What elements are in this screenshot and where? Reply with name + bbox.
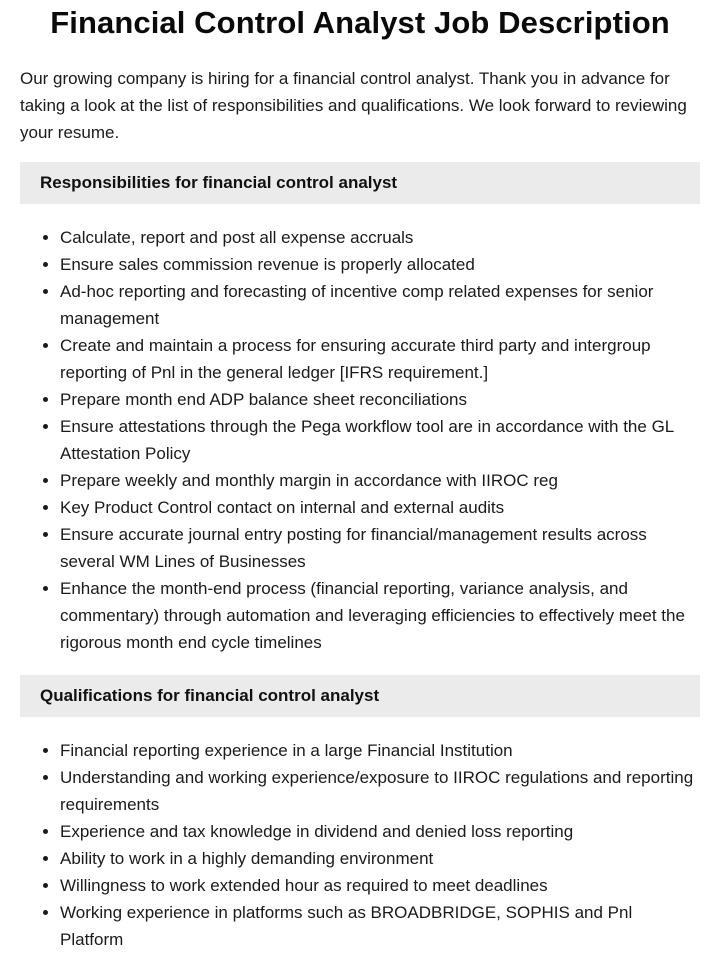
- list-item: • Financial reporting experience in a large Financial Institution: [60, 737, 700, 764]
- intro-paragraph: Our growing company is hiring for a financial control analyst. Thank you in advance for taking a look at the list of responsibilities and qualifications. We look forward to reviewing your resume.: [20, 69, 687, 142]
- list-item: • Ensure attestations through the Pega workflow tool are in accordance with the GL Attestation Policy: [60, 413, 700, 467]
- list-item: • Understanding and working experience/exposure to IIROC regulations and reporting requirements: [60, 764, 700, 818]
- list-item: • Prepare month end ADP balance sheet reconciliations: [60, 386, 700, 413]
- qualifications-list: [20, 737, 700, 953]
- list-item: • Working experience in platforms such as BROADBRIDGE, SOPHIS and Pnl Platform: [60, 899, 700, 953]
- list-item: • Ensure sales commission revenue is properly allocated: [60, 251, 700, 278]
- list-item: • Ad-hoc reporting and forecasting of incentive comp related expenses for senior management: [60, 278, 700, 332]
- responsibilities-heading: Responsibilities for financial control analyst: [20, 162, 700, 204]
- list-item: • Calculate, report and post all expense accruals: [60, 224, 700, 251]
- responsibilities-list: [20, 224, 700, 656]
- page-title: Financial Control Analyst Job Description: [50, 5, 670, 40]
- list-item: • Ability to work in a highly demanding environment: [60, 845, 700, 872]
- list-item: • Create and maintain a process for ensuring accurate third party and intergroup reporting of Pnl in the general ledger [IFRS requirement.]: [60, 332, 700, 386]
- list-item: • Willingness to work extended hour as required to meet deadlines: [60, 872, 700, 899]
- list-item: • Experience and tax knowledge in dividend and denied loss reporting: [60, 818, 700, 845]
- list-item: • Prepare weekly and monthly margin in accordance with IIROC reg: [60, 467, 700, 494]
- list-item: • Enhance the month-end process (financial reporting, variance analysis, and commentary) through automation and leveraging efficiencies to effectively meet the rigorous month end cycle timelines: [60, 575, 700, 656]
- qualifications-heading: Qualifications for financial control analyst: [20, 675, 700, 717]
- list-item: • Ensure accurate journal entry posting for financial/management results across several WM Lines of Businesses: [60, 521, 700, 575]
- list-item: • Key Product Control contact on internal and external audits: [60, 494, 700, 521]
